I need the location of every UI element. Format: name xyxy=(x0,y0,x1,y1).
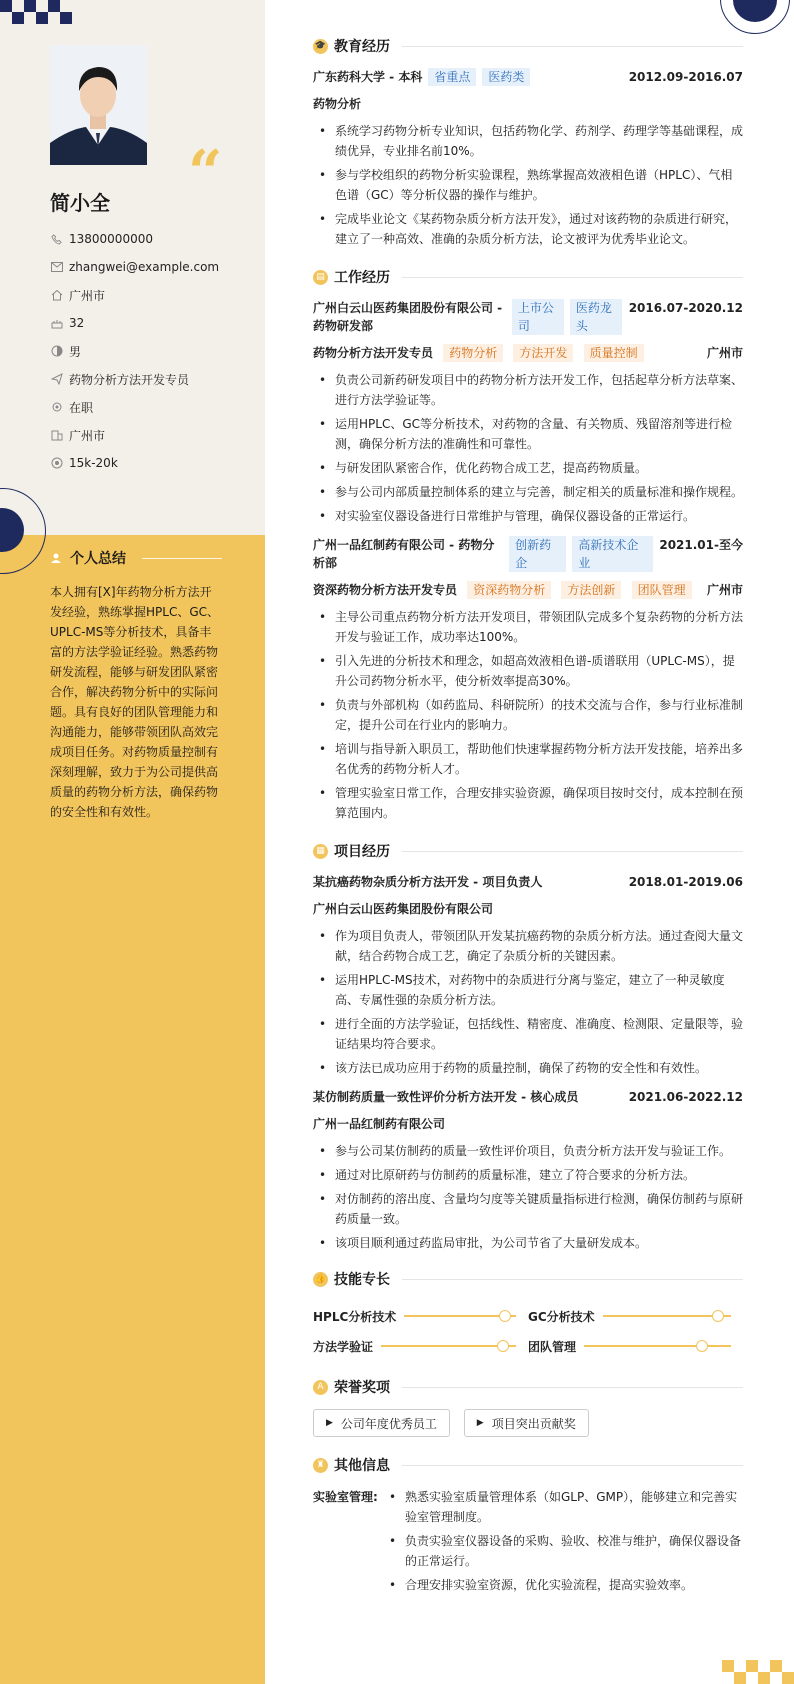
contact-work-city xyxy=(50,421,219,449)
skill-bar xyxy=(603,1315,731,1317)
company-tags xyxy=(503,536,653,572)
period: 2018.01-2019.06 xyxy=(628,875,743,889)
skill-name: HPLC分析技术 xyxy=(313,1309,397,1324)
divider xyxy=(402,851,743,852)
skill-item xyxy=(528,1308,743,1325)
building-icon xyxy=(50,429,63,442)
home-icon xyxy=(50,289,63,302)
role-row xyxy=(313,344,743,362)
honor-label: 项目突出贡献奖 xyxy=(491,1416,576,1431)
major xyxy=(313,95,743,113)
skill-bar xyxy=(584,1345,731,1347)
contact-text: 男 xyxy=(69,344,82,359)
tag: 创新药企 xyxy=(509,536,566,572)
honor-list xyxy=(313,1409,743,1437)
list-item: • 参与公司内部质量控制体系的建立与完善，制定相关的质量标准和操作规程。 xyxy=(313,482,743,502)
tag: 医药类 xyxy=(482,68,530,86)
city: 广州市 xyxy=(706,583,743,597)
job-header xyxy=(313,299,743,335)
list-item: • 运用HPLC-MS技术，对药物中的杂质进行分离与鉴定，建立了一种灵敏度高、专属性强的杂质分析方法。 xyxy=(313,970,743,1010)
skill-bar xyxy=(404,1315,516,1317)
contact-text: 广州市 xyxy=(69,428,106,443)
period: 2021.06-2022.12 xyxy=(628,1090,743,1104)
list-item: • 培训与指导新入职员工，帮助他们快速掌握药物分析方法开发技能，培养出多名优秀的药物分析人才。 xyxy=(313,739,743,779)
phone-icon xyxy=(50,233,63,246)
school-name: 广东药科大学 - 本科 xyxy=(313,70,423,84)
project-bullets xyxy=(313,926,743,1078)
tag: 团队管理 xyxy=(632,581,692,599)
gender-icon xyxy=(50,345,63,358)
contact-salary xyxy=(50,449,219,477)
user-icon xyxy=(50,552,62,564)
salary-icon xyxy=(50,457,63,470)
projects-section xyxy=(313,841,743,1253)
section-title: 荣誉奖项 xyxy=(334,1380,390,1396)
project-entry xyxy=(313,873,743,1078)
list-item: • 引入先进的分析技术和理念，如超高效液相色谱-质谱联用（UPLC-MS），提升公司药物分析水平，使分析效率提高30%。 xyxy=(313,651,743,691)
other-label: 实验室管理: xyxy=(313,1490,378,1504)
contact-text: 在职 xyxy=(69,400,94,415)
skill-item xyxy=(528,1338,743,1355)
summary-text: 本人拥有[X]年药物分析方法开发经验，熟练掌握HPLC、GC、UPLC-MS等分析技术，具备丰富的方法学验证经验。熟悉药物研发流程，能够与研发团队紧密合作，解决药物分析中的实际问题。具有良好的团队管理能力和沟通能力，能够带领团队高效完成项目任务。对药物质量控制有深刻理解，致力于为公司提供高质量的药物分析方法，确保药物的安全性和有效性。 xyxy=(50,585,220,819)
job-bullets xyxy=(313,607,743,823)
honor-badge xyxy=(464,1409,589,1437)
divider xyxy=(402,1387,743,1388)
skill-bar xyxy=(381,1345,516,1347)
summary-heading xyxy=(50,548,222,568)
project-org xyxy=(313,1115,743,1133)
other-row xyxy=(313,1487,743,1599)
education-section xyxy=(313,36,743,249)
education-entry-header xyxy=(313,68,743,86)
contact-text: 15k-20k xyxy=(69,456,118,470)
cake-icon xyxy=(50,317,63,330)
mail-icon xyxy=(50,261,63,274)
divider xyxy=(402,1465,743,1466)
list-item: • 参与学校组织的药物分析实验课程，熟练掌握高效液相色谱（HPLC）、气相色谱（GC）等分析仪器的操作与维护。 xyxy=(313,165,743,205)
play-icon: ▶ xyxy=(476,1418,484,1428)
tag: 药物分析 xyxy=(443,344,503,362)
role-title: 药物分析方法开发专员 xyxy=(313,346,434,360)
project-bullets xyxy=(313,1141,743,1253)
skill-level-marker xyxy=(499,1310,511,1322)
tag: 方法开发 xyxy=(513,344,573,362)
tag: 资深药物分析 xyxy=(467,581,551,599)
list-item: • 管理实验室日常工作，合理安排实验资源，确保项目按时交付，成本控制在预算范围内。 xyxy=(313,783,743,823)
period: 2021.01-至今 xyxy=(659,538,743,552)
contact-position xyxy=(50,365,219,393)
send-icon xyxy=(50,373,63,386)
skill-name: GC分析技术 xyxy=(528,1309,595,1324)
decor-checker xyxy=(758,1672,770,1684)
honors-section xyxy=(313,1377,743,1437)
divider xyxy=(142,558,222,559)
list-item: • 主导公司重点药物分析方法开发项目，带领团队完成多个复杂药物的分析方法开发与验证工作，成功率达100%。 xyxy=(313,607,743,647)
contact-list xyxy=(50,225,219,477)
list-item: • 负责实验室仪器设备的采购、验收、校准与维护，确保仪器设备的正常运行。 xyxy=(383,1531,743,1571)
sidebar-profile-panel xyxy=(0,0,265,535)
award-icon: A xyxy=(313,1380,328,1395)
skill-item xyxy=(313,1308,528,1325)
section-title: 技能专长 xyxy=(334,1272,390,1288)
major-name: 药物分析 xyxy=(313,97,362,111)
decor-checker xyxy=(48,0,60,12)
list-item: • 该方法已成功应用于药物的质量控制，确保了药物的安全性和有效性。 xyxy=(313,1058,743,1078)
section-title: 其他信息 xyxy=(334,1458,390,1474)
contact-text: 广州市 xyxy=(69,288,106,303)
section-header xyxy=(313,36,743,56)
sidebar xyxy=(0,0,265,1684)
list-item: • 完成毕业论文《某药物杂质分析方法开发》，通过对该药物的杂质进行研究，建立了一种高效、准确的杂质分析方法，论文被评为优秀毕业论文。 xyxy=(313,209,743,249)
summary-title: 个人总结 xyxy=(70,551,126,567)
project-header xyxy=(313,873,743,891)
list-item: • 该项目顺利通过药监局审批，为公司节省了大量研发成本。 xyxy=(313,1233,743,1253)
contact-text: 32 xyxy=(69,316,85,330)
section-header xyxy=(313,1269,743,1289)
skill-item xyxy=(313,1338,528,1355)
decor-checker xyxy=(782,1672,794,1684)
skill-row xyxy=(313,1301,743,1331)
decor-checker xyxy=(36,12,48,24)
city: 广州市 xyxy=(706,346,743,360)
section-header xyxy=(313,1455,743,1475)
contact-email xyxy=(50,253,219,281)
section-header xyxy=(313,267,743,287)
list-item: • 熟悉实验室质量管理体系（如GLP、GMP），能够建立和完善实验室管理制度。 xyxy=(383,1487,743,1527)
tag: 省重点 xyxy=(428,68,476,86)
job-entry xyxy=(313,299,743,526)
other-section xyxy=(313,1455,743,1599)
profile-name: 简小全 xyxy=(50,191,110,215)
section-title: 教育经历 xyxy=(334,39,390,55)
main-content xyxy=(313,36,743,1599)
tag: 质量控制 xyxy=(584,344,644,362)
contact-status xyxy=(50,393,219,421)
skill-level-marker xyxy=(696,1340,708,1352)
list-item: • 对仿制药的溶出度、含量均匀度等关键质量指标进行检测，确保仿制药与原研药质量一致。 xyxy=(313,1189,743,1229)
project-header xyxy=(313,1088,743,1106)
job-bullets xyxy=(313,370,743,526)
job-entry xyxy=(313,536,743,823)
tag: 医药龙头 xyxy=(570,299,622,335)
honor-label: 公司年度优秀员工 xyxy=(340,1416,437,1431)
tag: 上市公司 xyxy=(512,299,564,335)
period: 2012.09-2016.07 xyxy=(628,70,743,84)
skills-section xyxy=(313,1269,743,1361)
divider xyxy=(402,277,743,278)
status-icon xyxy=(50,401,63,414)
grid-icon: ▦ xyxy=(313,844,328,859)
decor-checker xyxy=(746,1660,758,1672)
work-section xyxy=(313,267,743,823)
decor-checker xyxy=(0,0,12,12)
tag: 高新技术企业 xyxy=(572,536,653,572)
job-header xyxy=(313,536,743,572)
skill-row xyxy=(313,1331,743,1361)
list-item: • 对实验室仪器设备进行日常维护与管理，确保仪器设备的正常运行。 xyxy=(313,506,743,526)
section-title: 工作经历 xyxy=(334,270,390,286)
list-item: • 运用HPLC、GC等分析技术，对药物的含量、有关物质、残留溶剂等进行检测，确保分析方法的准确性和可靠性。 xyxy=(313,414,743,454)
divider xyxy=(402,1279,743,1280)
divider xyxy=(402,46,743,47)
other-bullets xyxy=(383,1487,743,1599)
decor-checker xyxy=(722,1660,734,1672)
contact-text: zhangwei@example.com xyxy=(69,260,220,274)
skill-level-marker xyxy=(712,1310,724,1322)
contact-gender xyxy=(50,337,219,365)
contact-phone xyxy=(50,225,219,253)
section-header xyxy=(313,1377,743,1397)
avatar xyxy=(50,45,147,165)
education-bullets xyxy=(313,121,743,249)
role-row xyxy=(313,581,743,599)
quote-icon: “ xyxy=(188,138,223,208)
list-item: • 通过对比原研药与仿制药的质量标准，建立了符合要求的分析方法。 xyxy=(313,1165,743,1185)
project-entry xyxy=(313,1088,743,1253)
company-name: 广州一品红制药有限公司 - 药物分析部 xyxy=(313,538,495,570)
project-org xyxy=(313,900,743,918)
list-item: • 负责公司新药研发项目中的药物分析方法开发工作，包括起草分析方法草案、进行方法学验证等。 xyxy=(313,370,743,410)
decor-checker xyxy=(734,1672,746,1684)
role-title: 资深药物分析方法开发专员 xyxy=(313,583,458,597)
skill-name: 方法学验证 xyxy=(313,1339,374,1354)
decor-checker xyxy=(24,0,36,12)
decor-checker xyxy=(770,1660,782,1672)
skill-name: 团队管理 xyxy=(528,1339,577,1354)
list-item: • 作为项目负责人，带领团队开发某抗癌药物的杂质分析方法。通过查阅大量文献，结合药物合成工艺，确定了杂质分析的关键因素。 xyxy=(313,926,743,966)
company-name: 广州白云山医药集团股份有限公司 - 药物研发部 xyxy=(313,301,503,333)
thumbs-up-icon: 👍 xyxy=(313,1272,328,1287)
company-tags xyxy=(506,299,626,335)
period: 2016.07-2020.12 xyxy=(628,301,743,315)
contact-city xyxy=(50,281,219,309)
project-name: 某抗癌药物杂质分析方法开发 - 项目负责人 xyxy=(313,875,543,889)
list-item: • 系统学习药物分析专业知识，包括药物化学、药剂学、药理学等基础课程，成绩优异，专业排名前10%。 xyxy=(313,121,743,161)
graduation-cap-icon: 🎓 xyxy=(313,39,328,54)
org-name: 广州白云山医药集团股份有限公司 xyxy=(313,902,494,916)
project-name: 某仿制药质量一致性评价分析方法开发 - 核心成员 xyxy=(313,1090,579,1104)
info-icon: ♜ xyxy=(313,1458,328,1473)
briefcase-icon: ▤ xyxy=(313,270,328,285)
skill-level-marker xyxy=(497,1340,509,1352)
org-name: 广州一品红制药有限公司 xyxy=(313,1117,446,1131)
contact-text: 药物分析方法开发专员 xyxy=(69,372,190,387)
decor-checker xyxy=(60,12,72,24)
honor-badge xyxy=(313,1409,450,1437)
contact-text: 13800000000 xyxy=(69,232,153,246)
section-header xyxy=(313,841,743,861)
list-item: • 进行全面的方法学验证，包括线性、精密度、准确度、检测限、定量限等，验证结果均符合要求。 xyxy=(313,1014,743,1054)
decor-checker xyxy=(12,12,24,24)
play-icon: ▶ xyxy=(326,1418,333,1428)
list-item: • 合理安排实验室资源，优化实验流程，提高实验效率。 xyxy=(383,1575,743,1595)
list-item: • 负责与外部机构（如药监局、科研院所）的技术交流与合作，参与行业标准制定，提升公司在行业内的影响力。 xyxy=(313,695,743,735)
list-item: • 与研发团队紧密合作，优化药物合成工艺，提高药物质量。 xyxy=(313,458,743,478)
contact-age xyxy=(50,309,219,337)
tag: 方法创新 xyxy=(561,581,621,599)
list-item: • 参与公司某仿制药的质量一致性评价项目，负责分析方法开发与验证工作。 xyxy=(313,1141,743,1161)
section-title: 项目经历 xyxy=(334,844,390,860)
